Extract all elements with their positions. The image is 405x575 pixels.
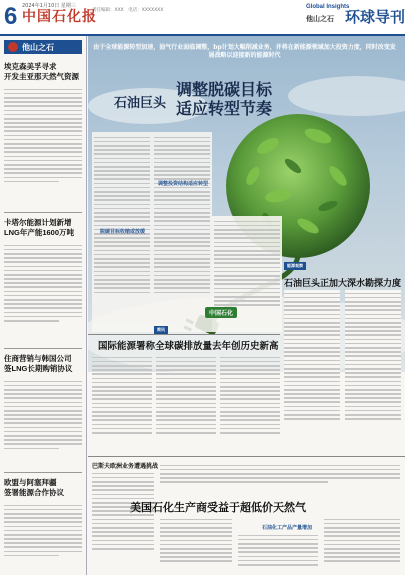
bottom-left-headline: 巴斯夫欧洲业务遭遇挑战 [92, 463, 159, 470]
logo-icon [8, 42, 18, 52]
global-insights-cn: 他山之石 [306, 16, 334, 23]
sidebar-body-1 [4, 86, 82, 206]
sidebar-separator [4, 212, 82, 213]
sidebar-body-4 [4, 502, 82, 572]
mid-column-3 [220, 354, 280, 454]
bottom-left-column [92, 470, 154, 570]
bottom-intro [160, 462, 400, 492]
mid-divider [88, 334, 280, 335]
bottom-column-1 [160, 516, 232, 572]
section-title: 环球导刊 [345, 9, 405, 26]
date-line: 2024年1月10日 星期三 [22, 3, 76, 9]
masthead [0, 0, 405, 36]
bottom-headline: 美国石化生产商受益于超低价天然气 [130, 501, 306, 514]
sidebar-headline-4: 欧盟与阿塞拜疆 签署能源合作协议 [4, 478, 64, 497]
sidebar-headline-2: 卡塔尔能源计划新增 LNG年产能1600万吨 [4, 218, 75, 237]
global-insights-en: Global Insights [306, 4, 350, 10]
feature-column-2 [345, 290, 401, 450]
subhead-1: 脱碳目标收缩或放缓 [100, 229, 146, 235]
mid-tag: 简讯 [154, 326, 168, 334]
sidebar-body-3 [4, 378, 82, 466]
sidebar-logo [4, 40, 82, 54]
mid-column-2 [156, 354, 216, 454]
article-column-2 [152, 132, 212, 332]
banner-dek: 由于全球能源转型加速，油气行业面临调整，bp计划大幅削减业务，并将在新能源领域加大投资力度，同时改变发展战略以迎接新的能源时代 [93, 44, 396, 59]
paper-name: 中国石化报 [22, 10, 97, 25]
sidebar [0, 36, 87, 575]
sidebar-separator [4, 472, 82, 473]
feature-headline: 石油巨头正加大深水勘探力度 [284, 279, 402, 289]
subhead-2: 调整投资结构适应转型 [158, 181, 209, 187]
sidebar-headline-3: 住商营销与韩国公司 签LNG长期购销协议 [4, 354, 73, 373]
sidebar-logo-label: 他山之石 [22, 43, 54, 52]
bottom-column-3 [324, 516, 400, 572]
page-number: 6 [4, 3, 18, 30]
headline-right: 调整脱碳目标 适应转型节奏 [176, 80, 273, 118]
headline-left: 石油巨头 [114, 96, 167, 111]
feature-tag: 能源观察 [284, 262, 306, 270]
sidebar-body-2 [4, 242, 82, 342]
bottom-subhead: 石油化工产品产量增加 [262, 525, 313, 531]
editor-line: 责任编辑：XXX 电话：XXXXXXX [92, 8, 164, 13]
bottom-divider [88, 456, 405, 457]
bottom-column-2 [238, 532, 318, 572]
green-logo: 中国石化 [205, 307, 237, 318]
mid-column-1 [92, 354, 152, 454]
sidebar-headline-1: 埃克森美孚寻求 开发圭亚那天然气资源 [4, 62, 79, 81]
mid-headline: 国际能源署称全球碳排放量去年创历史新高 [98, 341, 279, 352]
feature-column-1 [284, 290, 340, 450]
sidebar-separator [4, 348, 82, 349]
